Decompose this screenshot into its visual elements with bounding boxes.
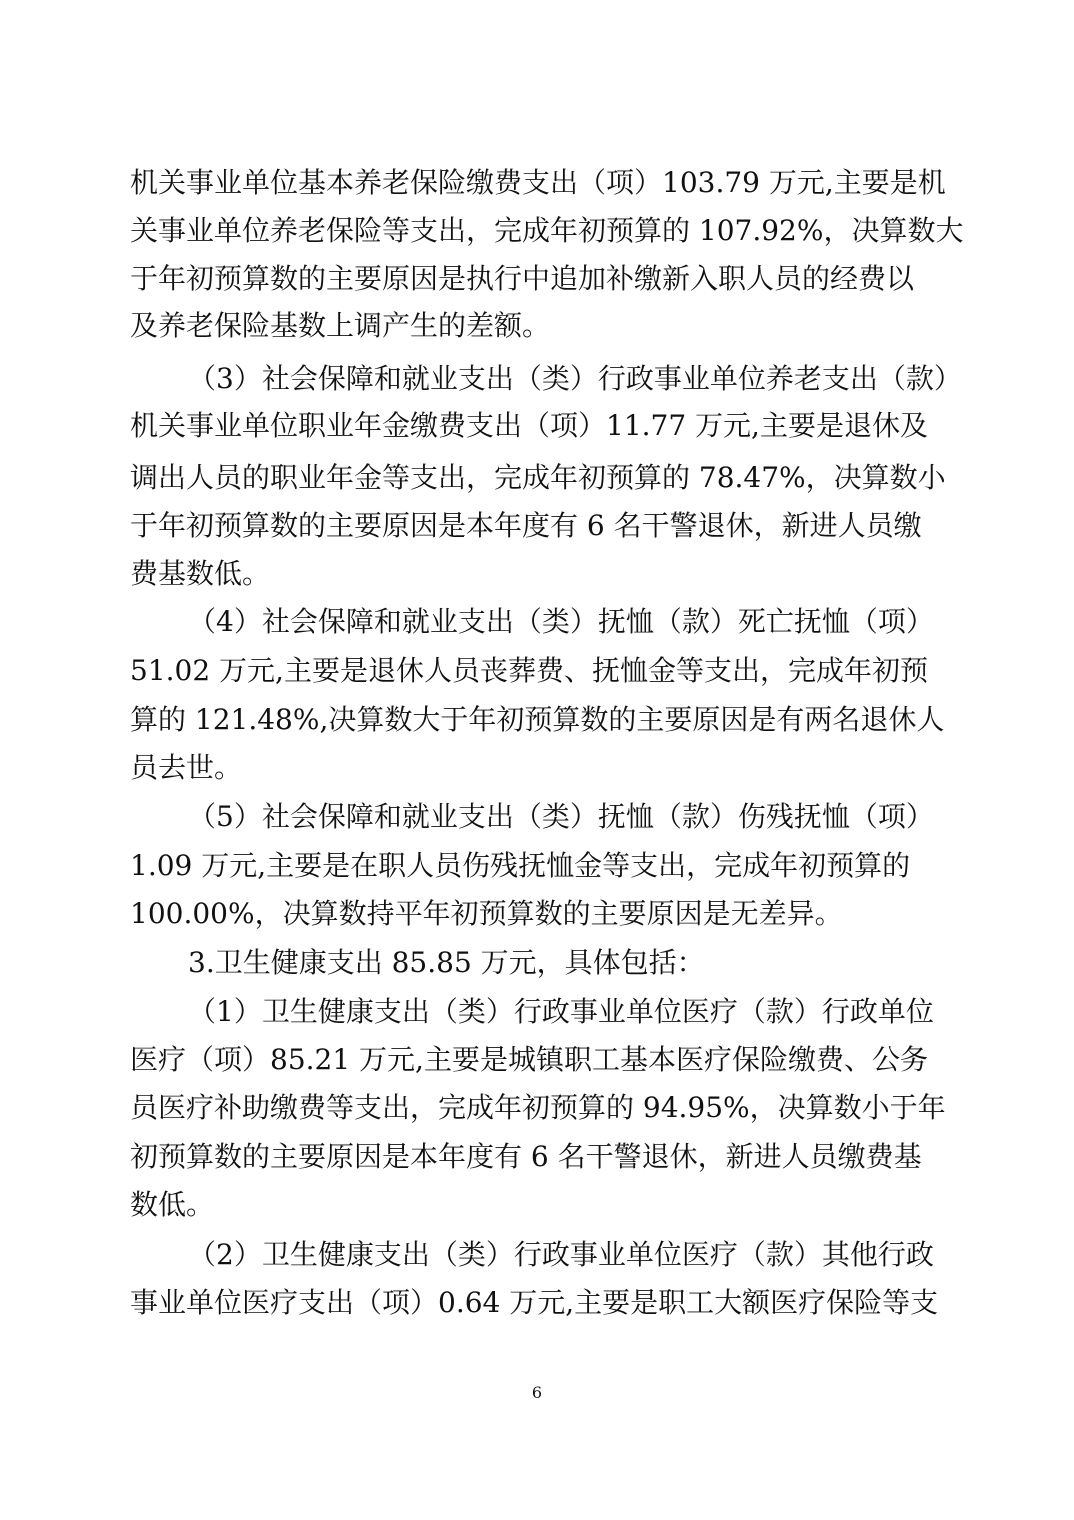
text-line: 初预算数的主要原因是本年度有 6 名干警退休，新进人员缴费基 xyxy=(130,1140,922,1173)
text-line: 于年初预算数的主要原因是本年度有 6 名干警退休，新进人员缴 xyxy=(130,509,922,542)
text-line: 1.09 万元,主要是在职人员伤残抚恤金等支出，完成年初预算的 xyxy=(130,849,911,882)
text-line: 及养老保险基数上调产生的差额。 xyxy=(130,309,551,342)
text-line: 费基数低。 xyxy=(130,557,271,590)
paragraph-first-line: （5）社会保障和就业支出（类）抚恤（款）伤残抚恤（项） xyxy=(188,800,934,833)
text-line: 算的 121.48%,决算数大于年初预算数的主要原因是有两名退休人 xyxy=(130,703,945,736)
text-line: 关事业单位养老保险等支出，完成年初预算的 107.92%，决算数大 xyxy=(130,214,964,247)
text-line: 员去世。 xyxy=(130,751,243,784)
text-line: 数低。 xyxy=(130,1188,215,1221)
paragraph-first-line: （4）社会保障和就业支出（类）抚恤（款）死亡抚恤（项） xyxy=(188,605,934,638)
paragraph-first-line: （3）社会保障和就业支出（类）行政事业单位养老支出（款） xyxy=(188,362,962,395)
text-line: 机关事业单位职业年金缴费支出（项）11.77 万元,主要是退休及 xyxy=(130,409,928,442)
text-line: 医疗（项）85.21 万元,主要是城镇职工基本医疗保险缴费、公务 xyxy=(130,1043,928,1076)
text-line: 于年初预算数的主要原因是执行中追加补缴新入职人员的经费以 xyxy=(130,262,915,295)
text-line: 100.00%，决算数持平年初预算数的主要原因是无差异。 xyxy=(130,897,843,930)
text-line: 事业单位医疗支出（项）0.64 万元,主要是职工大额医疗保险等支 xyxy=(130,1286,939,1319)
text-line: 员医疗补助缴费等支出，完成年初预算的 94.95%，决算数小于年 xyxy=(130,1091,946,1124)
paragraph-first-line: （1）卫生健康支出（类）行政事业单位医疗（款）行政单位 xyxy=(188,995,934,1028)
page-number: 6 xyxy=(531,1383,543,1402)
text-line: 调出人员的职业年金等支出，完成年初预算的 78.47%，决算数小 xyxy=(130,461,946,494)
text-line: 机关事业单位基本养老保险缴费支出（项）103.79 万元,主要是机 xyxy=(130,166,946,199)
paragraph-first-line: （2）卫生健康支出（类）行政事业单位医疗（款）其他行政 xyxy=(188,1238,934,1271)
text-line: 51.02 万元,主要是退休人员丧葬费、抚恤金等支出，完成年初预 xyxy=(130,654,928,687)
section-heading: 3.卫生健康支出 85.85 万元，具体包括： xyxy=(188,946,705,979)
